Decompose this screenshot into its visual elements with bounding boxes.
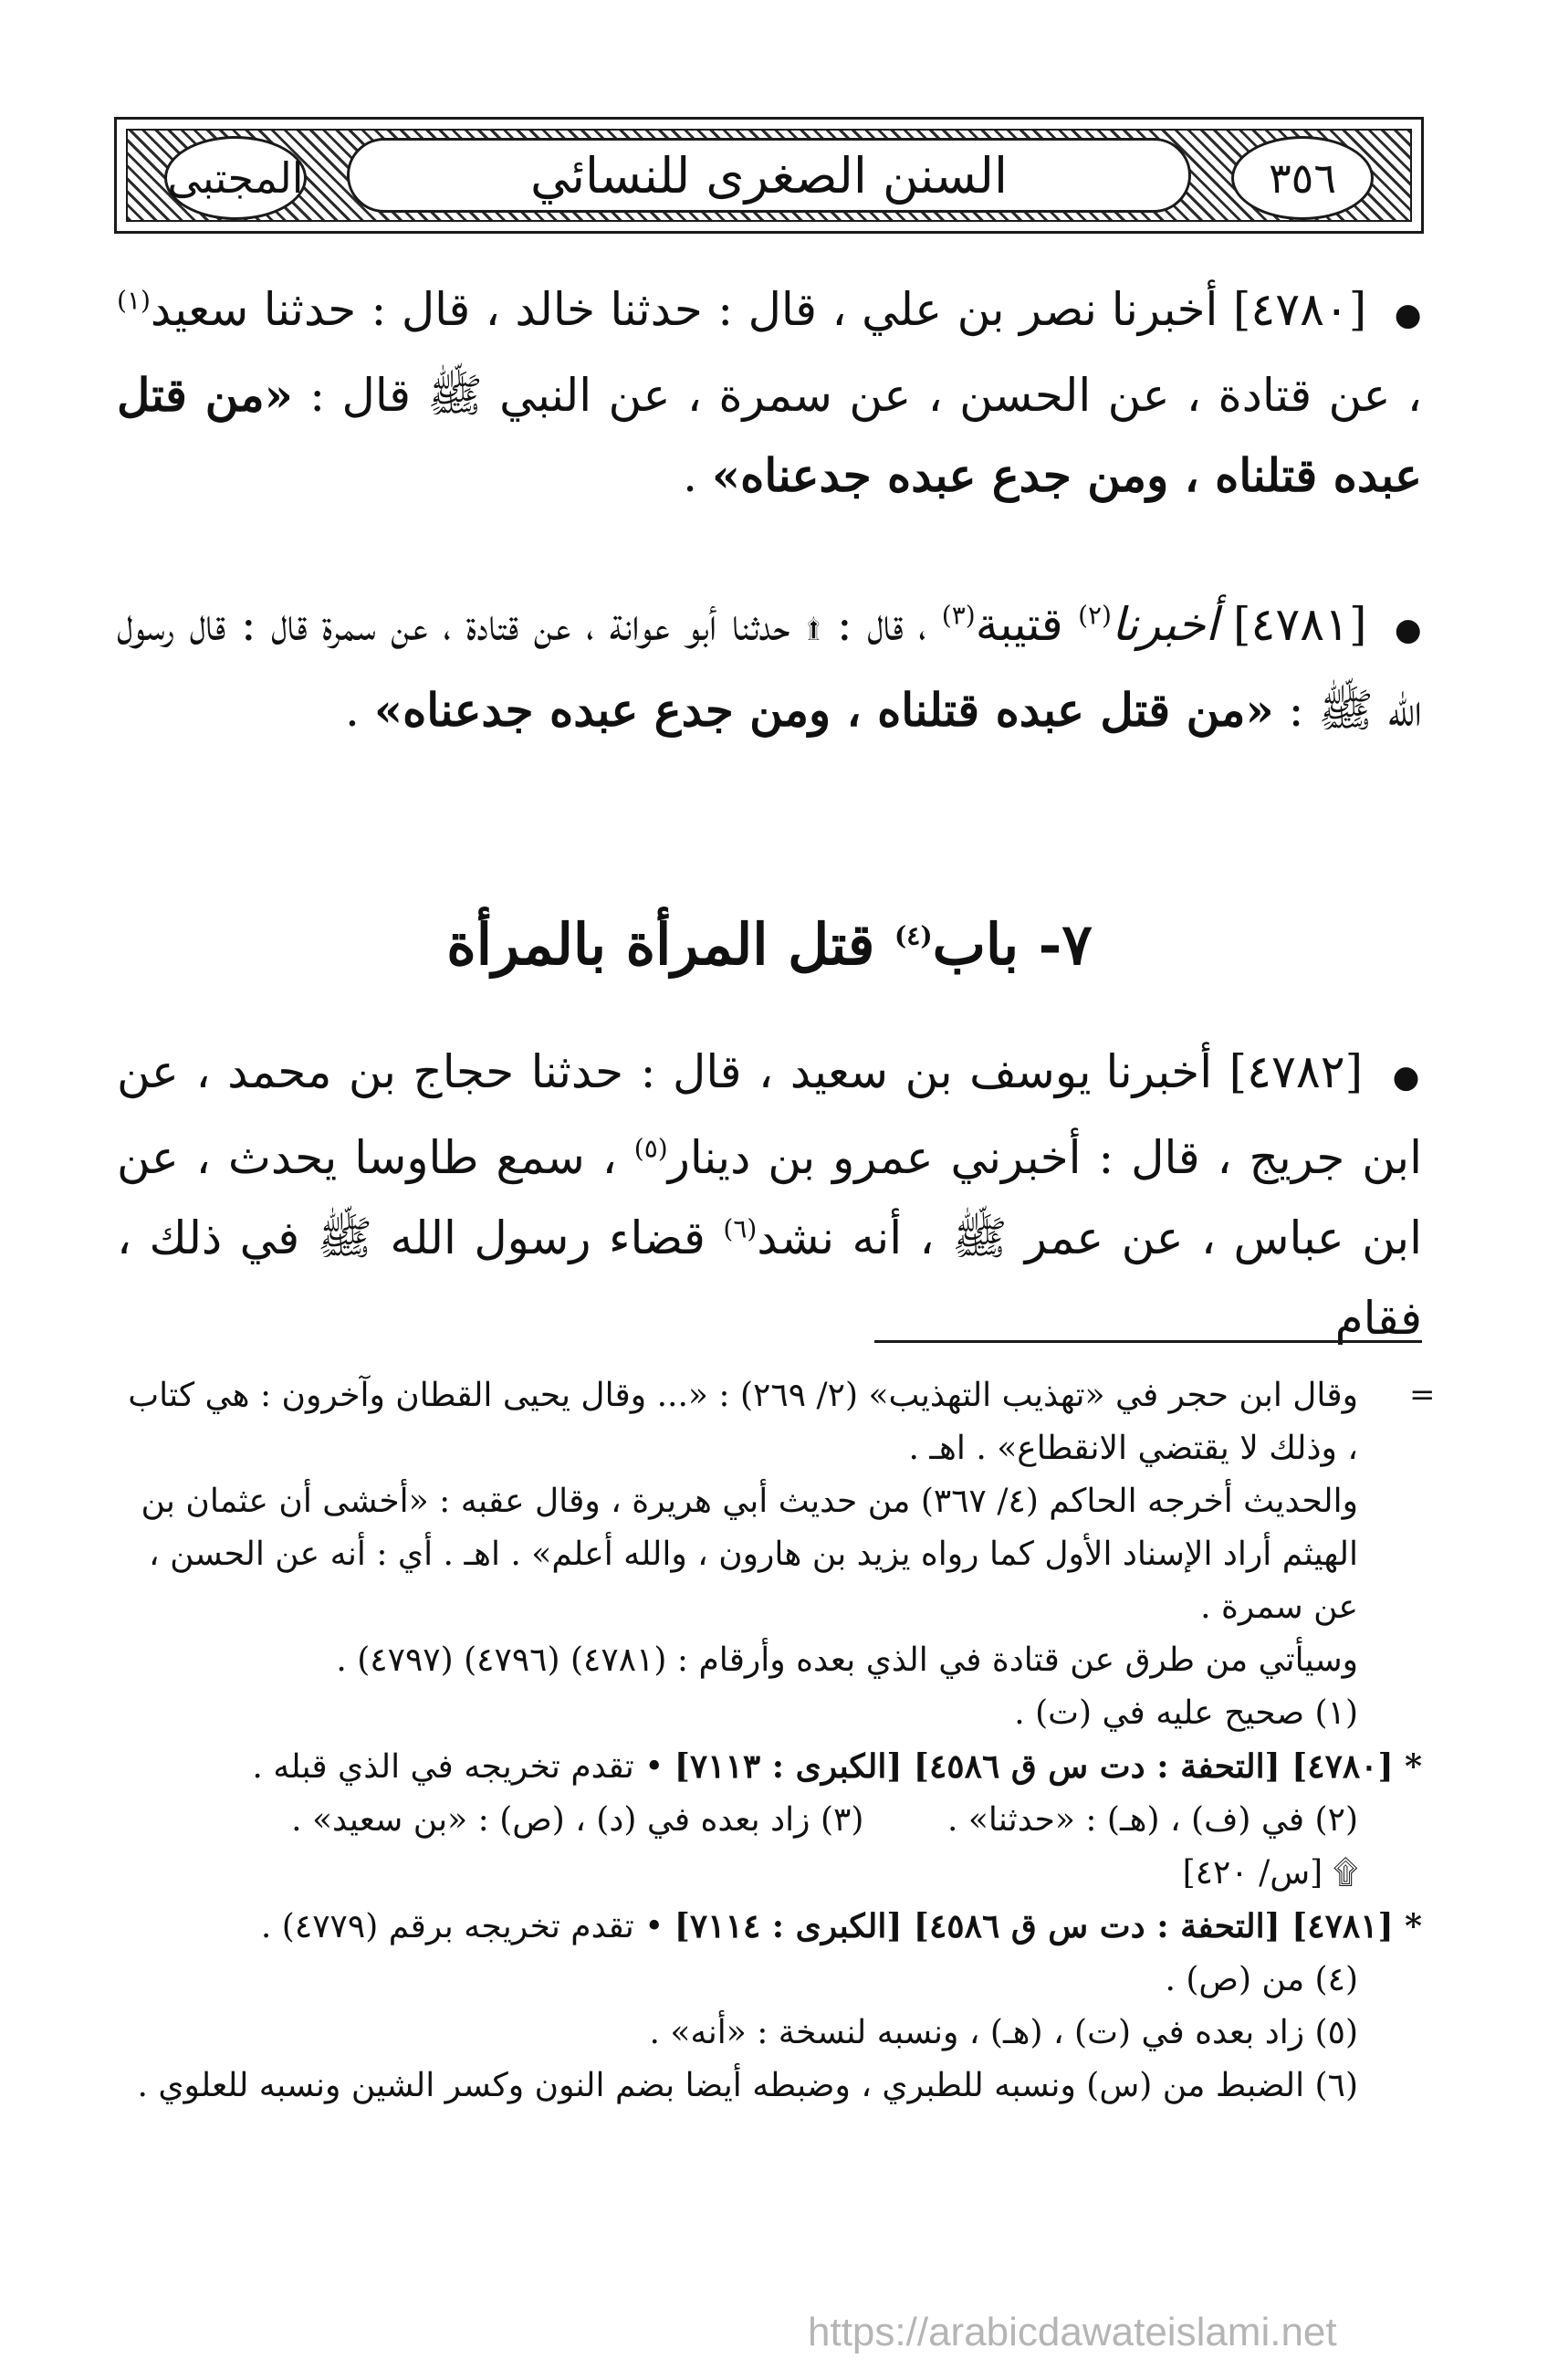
hadith-number: [٤٧٨١]	[1233, 598, 1367, 651]
ornamental-header	[114, 117, 1424, 234]
running-title: السنن الصغرى للنسائي	[529, 146, 1009, 204]
bullet-icon: ●	[1394, 612, 1422, 648]
header-pattern	[126, 129, 1412, 222]
footnote-ref: (١)	[117, 285, 151, 316]
hadith-text: ، عن	[1328, 369, 1422, 422]
hadith-quote: «من قتل عبده قتلناه ، ومن جدع عبده جدعناه»	[373, 683, 1274, 737]
book-emblem	[164, 136, 307, 220]
footnote-ref: (٤)	[894, 920, 933, 951]
bullet-icon: ●	[1392, 1059, 1422, 1096]
footnote-line: والحديث أخرجه الحاكم (٤/ ٣٦٧) من حديث أبي هريرة ، وقال عقبه : «أخشى أن عثمان بن الهيثم أراد الإسناد الأول كما رواه يزيد بن هارون ، والله أعلم» . اهـ . أي : أنه عن الحسن ، عن سمرة .	[141, 1483, 1358, 1626]
hadith-4781	[117, 584, 1422, 750]
hadith-end: .	[683, 449, 697, 502]
continuation-mark: =	[1409, 1377, 1436, 1413]
footnote-line: ۩ [س/ ٤٢٠]	[1182, 1854, 1358, 1892]
footnote-line: (٦) الضبط من (س) ونسبه للطبري ، وضبطه أيضا بضم النون وكسر الشين ونسبه للعلوي .	[137, 2067, 1358, 2104]
takhrij-note: • تقدم تخريجه في الذي قبله .	[252, 1748, 664, 1786]
title-cartouche	[347, 138, 1191, 213]
footnote-3: (٣) زاد بعده في (د) ، (ص) : «بن سعيد» .	[291, 1801, 864, 1839]
hadith-text: قتادة ، عن الحسن ، عن سمرة ، عن النبي ﷺ قال :	[309, 369, 1312, 422]
book-emblem-text: المجتبى	[167, 153, 304, 203]
hadith-text: أخبرنا نصر بن علي ، قال : حدثنا خالد ، قال : حدثنا سعيد	[150, 283, 1218, 336]
bullet-icon: ●	[1394, 297, 1422, 333]
hadith-number: [٤٧٨٠]	[1232, 283, 1367, 336]
footnote-ref: (٣)	[941, 600, 976, 631]
footnote-2: (٢) في (ف) ، (هـ) : «حدثنا» .	[946, 1801, 1358, 1839]
hadith-text: ، سمع طاوسا يحدث ، عن ابن عباس ، عن عمر ﷺ ، أنه نشد	[117, 1131, 1422, 1264]
hadith-text: أخبرنا	[1111, 598, 1218, 651]
footnotes	[117, 1369, 1422, 2113]
page-number-medallion	[1231, 136, 1374, 220]
footnote-line: (٥) زاد بعده في (ت) ، (هـ) ، ونسبه لنسخة : «أنه» .	[649, 2014, 1358, 2051]
page-number: ٣٥٦	[1268, 153, 1337, 203]
takhrij-ref: * [٤٧٨١] [التحفة : دت س ق ٤٥٨٦] [الكبرى : ٧١١٤]	[674, 1907, 1422, 1945]
hadith-4780	[117, 269, 1422, 516]
hadith-text: ، قال : ۩ حدثنا أبو عوانة ، عن قتادة ، عن سمرة قال : قال رسول الله ﷺ :	[117, 598, 1422, 737]
takhrij-note: • تقدم تخريجه برقم (٤٧٧٩) .	[260, 1908, 664, 1945]
takhrij-ref: * [٤٧٨٠] [التحفة : دت س ق ٤٥٨٦] [الكبرى : ٧١١٣]	[674, 1747, 1422, 1786]
footnote-ref: (٦)	[723, 1213, 758, 1244]
footnote-line: وسيأتي من طرق عن قتادة في الذي بعده وأرقام : (٤٧٨١) (٤٧٩٦) (٤٧٩٧) .	[336, 1641, 1358, 1679]
watermark-url: https://arabicdawateislami.net	[808, 2310, 1337, 2354]
chapter-label: باب	[932, 911, 1019, 978]
hadith-text: أخبرنا يوسف بن سعيد ، قال : حدثنا حجاج بن محمد ، عن ابن جريج ، قال : أخبرني عمرو بن دينار	[117, 1045, 1422, 1184]
chapter-number: ٧-	[1038, 911, 1093, 978]
hadith-4782	[117, 1032, 1422, 1358]
hadith-end: .	[345, 684, 360, 737]
footnote-line	[117, 1794, 1422, 1847]
chapter-heading	[117, 899, 1422, 991]
hadith-text: قضاء رسول الله ﷺ في ذلك ، فقام	[117, 1211, 1422, 1345]
footnote-line: وقال ابن حجر في «تهذيب التهذيب» (٢/ ٢٦٩) : «... وقال يحيى القطان وآخرون : هي كتاب ، وذلك لا يقتضي الانقطاع» . اهـ .	[128, 1377, 1358, 1467]
chapter-title: قتل المرأة بالمرأة	[446, 911, 875, 978]
footnote-line: (١) صحيح عليه في (ت) .	[1014, 1694, 1358, 1732]
takhrij-line	[117, 1900, 1422, 1954]
footnote-ref: (٢)	[1078, 600, 1112, 631]
hadith-text: قتيبة	[975, 598, 1063, 651]
footnote-separator	[874, 1340, 1422, 1343]
footnote-ref: (٥)	[633, 1133, 668, 1164]
hadith-number: [٤٧٨٢]	[1229, 1045, 1364, 1098]
takhrij-line	[117, 1740, 1422, 1794]
footnote-line: (٤) من (ص) .	[1165, 1961, 1358, 1998]
hadith-quote: «من قتل عبده قتلناه ، ومن جدع عبده جدعناه»	[117, 368, 1422, 502]
